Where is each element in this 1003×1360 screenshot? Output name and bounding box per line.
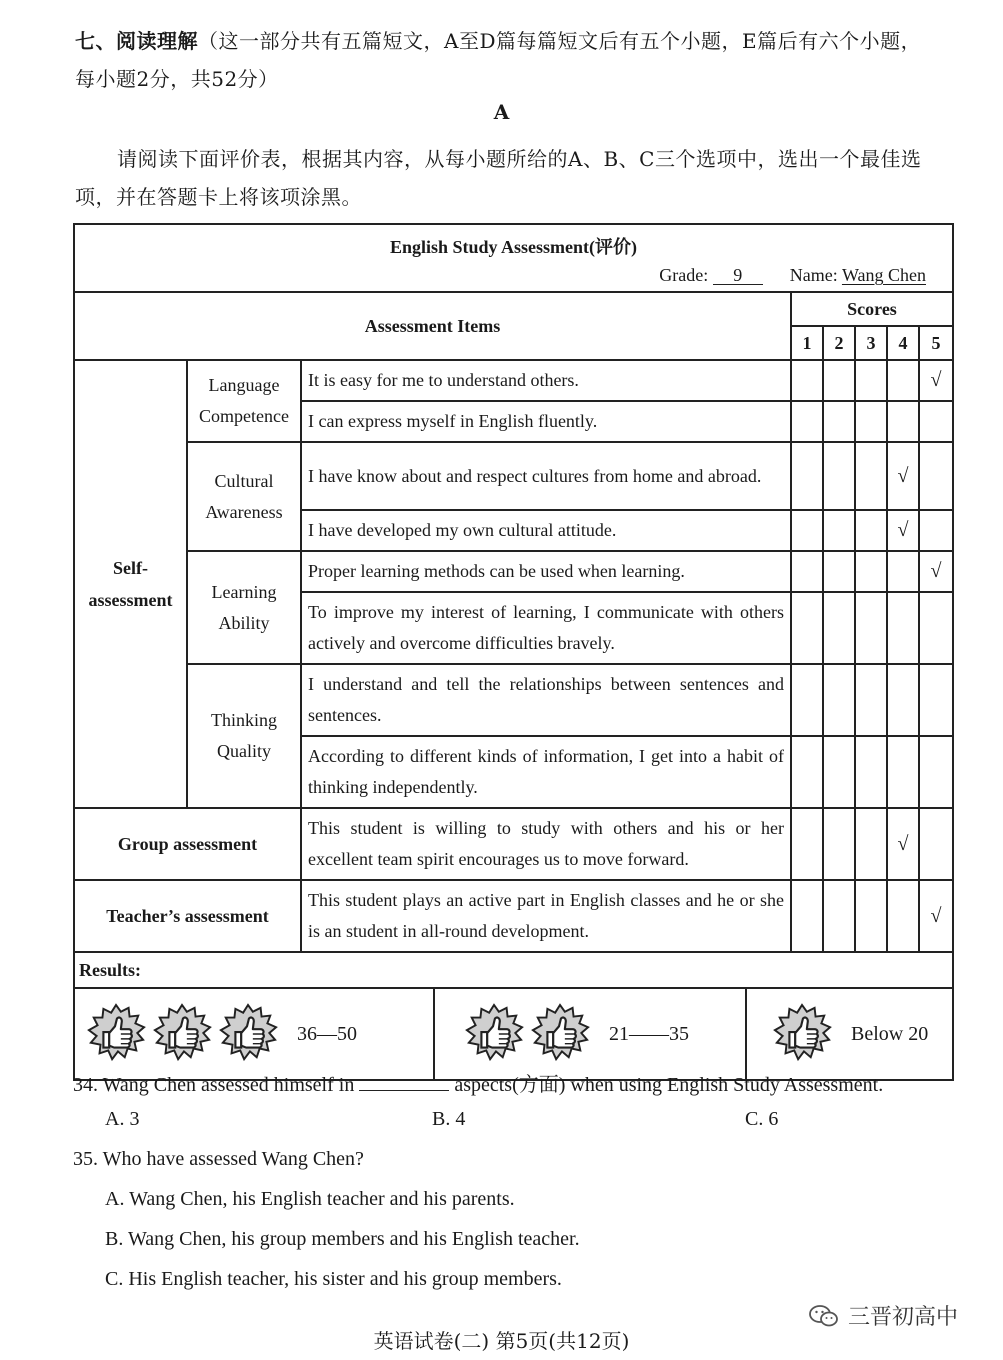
grade-name-line — [659, 265, 926, 286]
thumbs-up-icon — [463, 1003, 525, 1065]
teacher-assessment-label: Teacher’s assessment — [74, 880, 301, 952]
q34-option-a: A. 3 — [105, 1108, 140, 1130]
section-note-2: 每小题2分，共52分） — [75, 67, 279, 91]
watermark — [808, 1300, 958, 1331]
item-text: I can express myself in English fluently. — [301, 401, 791, 442]
assessment-table — [73, 223, 954, 1081]
score-cell — [823, 360, 855, 401]
check-mark: √ — [887, 808, 919, 880]
check-mark: √ — [887, 442, 919, 510]
score-cell — [791, 360, 823, 401]
q34-option-b: B. 4 — [432, 1108, 466, 1130]
score-number: 4 — [887, 326, 919, 360]
thumbs-up-icon — [151, 1003, 213, 1065]
thumbs-up-icon — [771, 1003, 833, 1065]
result-band-high — [75, 989, 435, 1079]
thumbs-up-icon — [217, 1003, 279, 1065]
results-label: Results: — [74, 952, 953, 988]
item-text: I have know about and respect cultures from home and abroad. — [301, 442, 791, 510]
item-text: According to different kinds of information, I get into a habit of thinking independently. — [301, 736, 791, 808]
q35-option-a: A. Wang Chen, his English teacher and his parents. — [105, 1188, 515, 1210]
passage-letter: A — [493, 100, 510, 124]
watermark-text: 三晋初高中 — [848, 1305, 959, 1330]
wechat-icon — [808, 1303, 840, 1329]
item-text: Proper learning methods can be used when learning. — [301, 551, 791, 592]
question-35: 35. Who have assessed Wang Chen? — [73, 1148, 364, 1170]
grade-value: 9 — [713, 266, 763, 285]
result-range: 21——35 — [609, 1022, 689, 1045]
score-number: 1 — [791, 326, 823, 360]
category-cultural: Cultural Awareness — [187, 442, 301, 551]
page-footer: 英语试卷(二) 第5页(共12页) — [373, 1329, 630, 1353]
thumbs-up-icon — [529, 1003, 591, 1065]
result-band-mid — [435, 989, 747, 1079]
scores-header: Scores — [791, 292, 953, 326]
q34-stem-after: aspects(方面) when using English Study Assessment. — [454, 1074, 884, 1096]
score-number: 3 — [855, 326, 887, 360]
table-title: English Study Assessment(评价) — [389, 237, 638, 257]
check-mark: √ — [919, 551, 953, 592]
item-text: I have developed my own cultural attitude. — [301, 510, 791, 551]
score-cell — [855, 360, 887, 401]
check-mark: √ — [887, 510, 919, 551]
check-mark: √ — [919, 880, 953, 952]
category-learning: Learning Ability — [187, 551, 301, 664]
item-text: I understand and tell the relationships between sentences and sentences. — [301, 664, 791, 736]
self-assessment-label: Self- assessment — [74, 360, 187, 808]
score-cell — [887, 360, 919, 401]
score-number: 2 — [823, 326, 855, 360]
category-thinking: Thinking Quality — [187, 664, 301, 808]
q35-option-c: C. His English teacher, his sister and his group members. — [105, 1268, 562, 1290]
question-34 — [73, 1068, 883, 1097]
q34-option-c: C. 6 — [745, 1108, 779, 1130]
check-mark: √ — [919, 360, 953, 401]
group-assessment-label: Group assessment — [74, 808, 301, 880]
items-header: Assessment Items — [74, 292, 791, 360]
result-range: Below 20 — [851, 1022, 929, 1045]
name-value: Wang Chen — [841, 265, 926, 285]
thumbs-up-icon — [85, 1003, 147, 1065]
q35-option-b: B. Wang Chen, his group members and his English teacher. — [105, 1228, 580, 1250]
section-heading — [75, 22, 965, 98]
instructions: 请阅读下面评价表，根据其内容，从每小题所给的A、B、C三个选项中，选出一个最佳选项，并在答题卡上将该项涂黑。 — [75, 147, 922, 209]
section-note-1: （这一部分共有五篇短文，A至D篇每篇短文后有五个小题，E篇后有六个小题， — [198, 29, 922, 53]
table-title-cell — [74, 224, 953, 292]
result-band-low — [747, 989, 952, 1079]
score-number: 5 — [919, 326, 953, 360]
item-text: This student is willing to study with others and his or her excellent team spirit encourages us to move forward. — [301, 808, 791, 880]
answer-blank — [359, 1074, 449, 1091]
item-text: To improve my interest of learning, I communicate with others actively and overcome difficulties bravely. — [301, 592, 791, 664]
grade-label: Grade: — [659, 265, 709, 285]
item-text: It is easy for me to understand others. — [301, 360, 791, 401]
item-text: This student plays an active part in English classes and he or she is an student in all-round development. — [301, 880, 791, 952]
section-title: 七、阅读理解 — [75, 29, 198, 53]
q34-stem-before: 34. Wang Chen assessed himself in — [73, 1074, 355, 1096]
category-language: Language Competence — [187, 360, 301, 442]
name-label: Name: — [789, 265, 838, 285]
result-range: 36—50 — [297, 1022, 357, 1045]
